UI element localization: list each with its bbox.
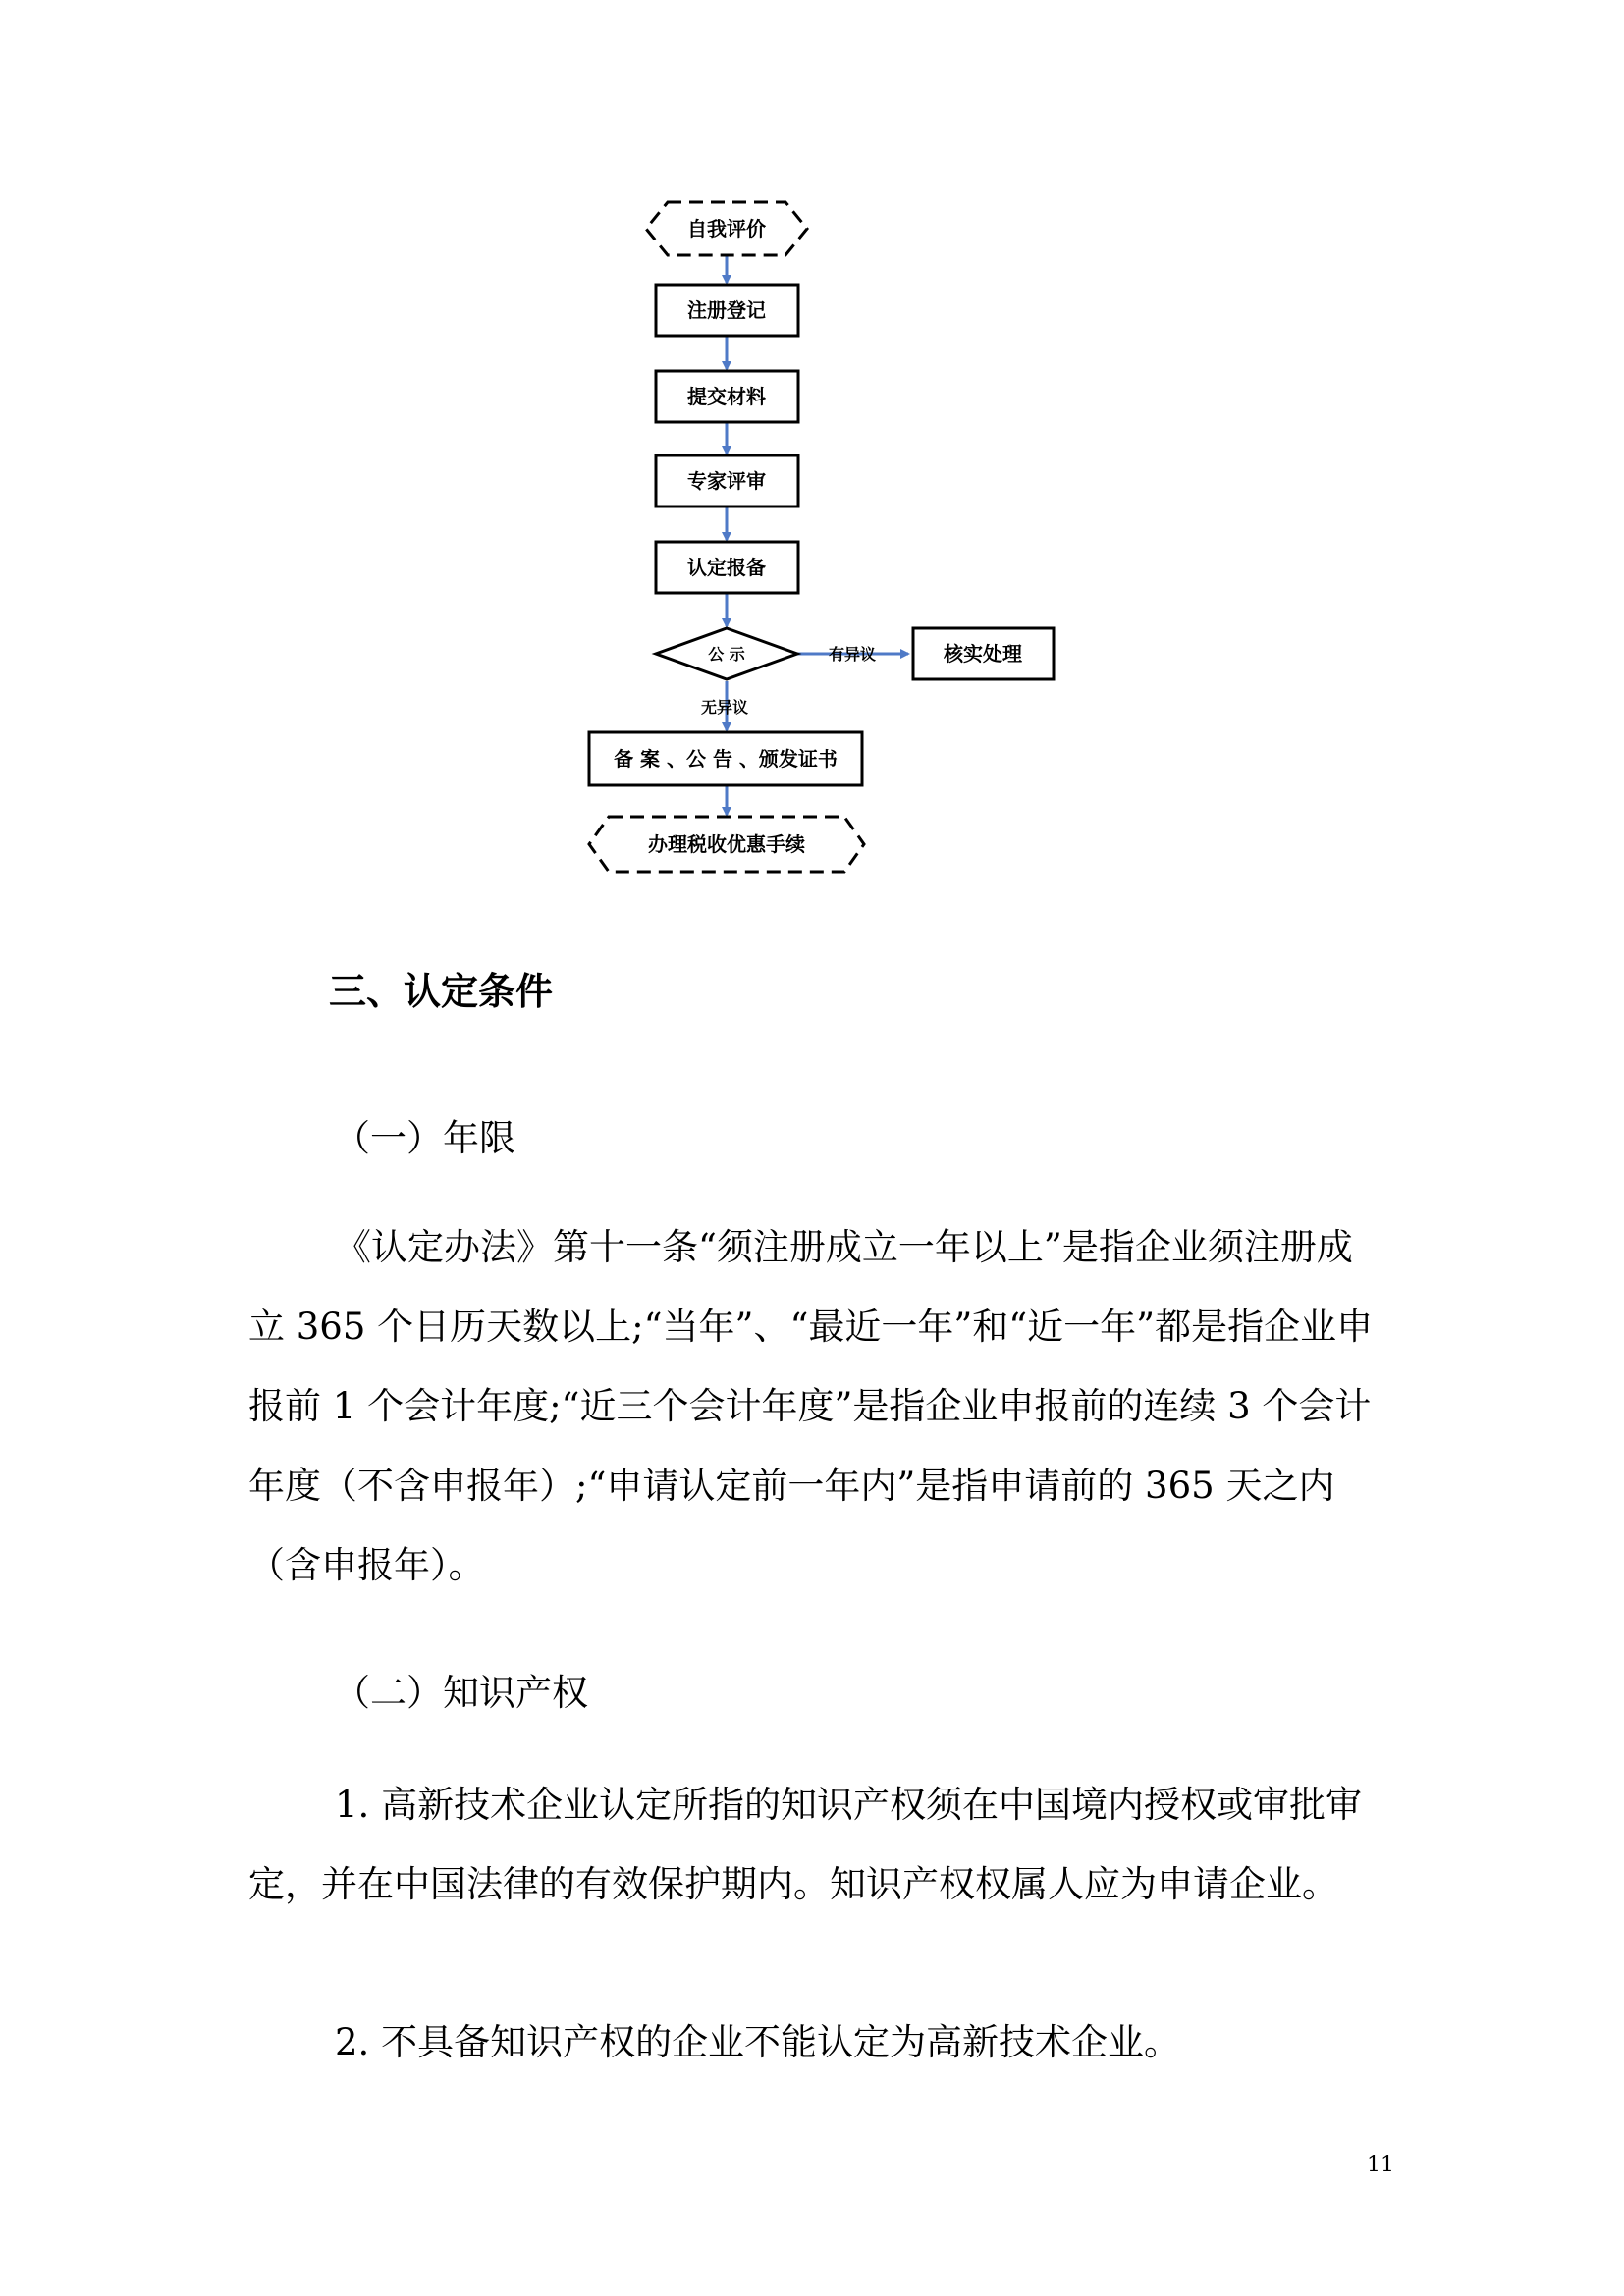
ip-item-1: 1. 高新技术企业认定所指的知识产权须在中国境内授权或审批审定，并在中国法律的有效保护期内。知识产权权属人应为申请企业。 <box>248 1784 1363 1905</box>
report-label: 认定报备 <box>687 556 766 579</box>
ip-item-2: 2. 不具备知识产权的企业不能认定为高新技术企业。 <box>335 2021 1181 2063</box>
publicity-label: 公 示 <box>708 645 745 664</box>
process-flowchart <box>0 0 1624 913</box>
record-label: 备 案 、公 告 、颁发证书 <box>614 747 838 771</box>
submit-label: 提交材料 <box>687 385 766 408</box>
self-eval-label: 自我评价 <box>687 217 766 240</box>
review-label: 专家评审 <box>687 469 766 493</box>
no-objection-label: 无异议 <box>700 698 749 717</box>
register-label: 注册登记 <box>687 298 766 322</box>
subheading-duration: （一）年限 <box>334 1117 515 1159</box>
section-heading: 三、认定条件 <box>329 970 554 1013</box>
duration-paragraph: 《认定办法》第十一条“须注册成立一年以上”是指企业须注册成立 365 个日历天数以上;“当年”、“最近一年”和“近一年”都是指企业申报前 1 个会计年度;“近三个会计年度”是指企业申报前的连续 3 个会计年度（不含申报年）;“申请认定前一年内”是指申请前的 365 天之内（含申报年）。 <box>248 1226 1374 1586</box>
subheading-ip: （二）知识产权 <box>334 1672 588 1714</box>
page-number: 11 <box>1367 2153 1394 2177</box>
objection-label: 有异议 <box>828 645 877 664</box>
verify-label: 核实处理 <box>944 642 1022 666</box>
tax-label: 办理税收优惠手续 <box>648 832 805 856</box>
